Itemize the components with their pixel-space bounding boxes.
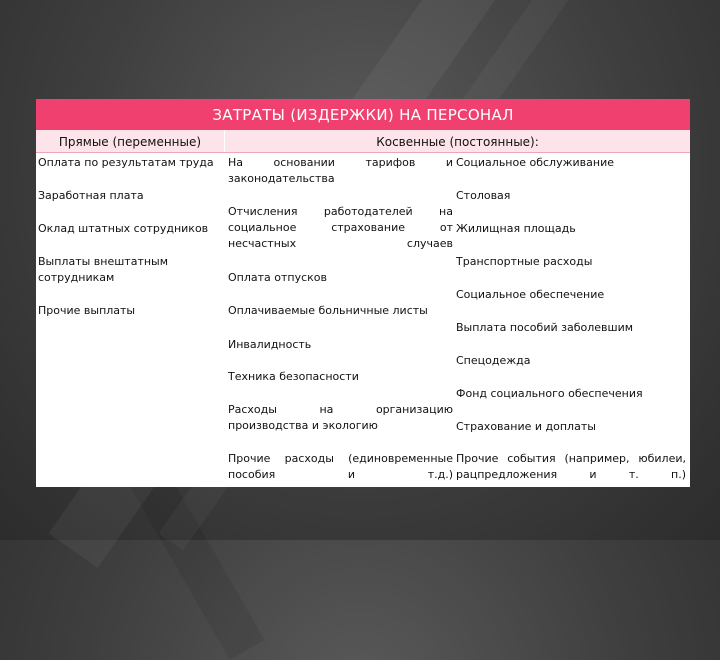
- direct-item: Выплаты внештатным сотрудникам: [38, 255, 169, 284]
- header-rule: [36, 152, 690, 153]
- indirect-mid-item: Прочие расходы (единовременные пособия и т.д.): [228, 452, 453, 481]
- header-direct: Прямые (переменные): [36, 130, 224, 152]
- slide-table: [36, 99, 690, 487]
- indirect-right-item: Социальное обеспечение: [456, 288, 605, 301]
- indirect-right-item: Жилищная площадь: [456, 222, 576, 235]
- indirect-right-item: Фонд социального обеспечения: [456, 387, 643, 400]
- indirect-mid-item: Оплачиваемые больничные листы: [228, 304, 428, 317]
- indirect-right-item: Выплата пособий заболевшим: [456, 321, 634, 334]
- indirect-mid-item: Оплата отпусков: [228, 271, 328, 284]
- direct-item: Оклад штатных сотрудников: [38, 222, 209, 235]
- indirect-mid-item: Инвалидность: [228, 338, 312, 351]
- indirect-right-item: Социальное обслуживание: [456, 156, 614, 169]
- direct-item: Оплата по результатам труда: [38, 156, 214, 169]
- indirect-mid-item: На основании тарифов и законодательства: [228, 156, 453, 185]
- indirect-mid-item: Техника безопасности: [228, 370, 359, 383]
- indirect-right-item: Спецодежда: [456, 354, 531, 367]
- indirect-mid-item: Расходы на организацию производства и экологию: [228, 403, 453, 432]
- table-title: ЗАТРАТЫ (ИЗДЕРЖКИ) НА ПЕРСОНАЛ: [36, 99, 690, 130]
- direct-item: Прочие выплаты: [38, 304, 136, 317]
- indirect-right-item: Транспортные расходы: [456, 255, 593, 268]
- indirect-right-item: Столовая: [456, 189, 511, 202]
- indirect-mid-item: Отчисления работодателей на социальное страхование от несчастных случаев: [228, 205, 453, 250]
- indirect-right-item: Страхование и доплаты: [456, 420, 596, 433]
- header-indirect: Косвенные (постоянные):: [225, 130, 690, 152]
- direct-item: Заработная плата: [38, 189, 144, 202]
- indirect-right-item: Прочие события (например, юбилеи, рацпредложения и т. п.): [456, 452, 686, 481]
